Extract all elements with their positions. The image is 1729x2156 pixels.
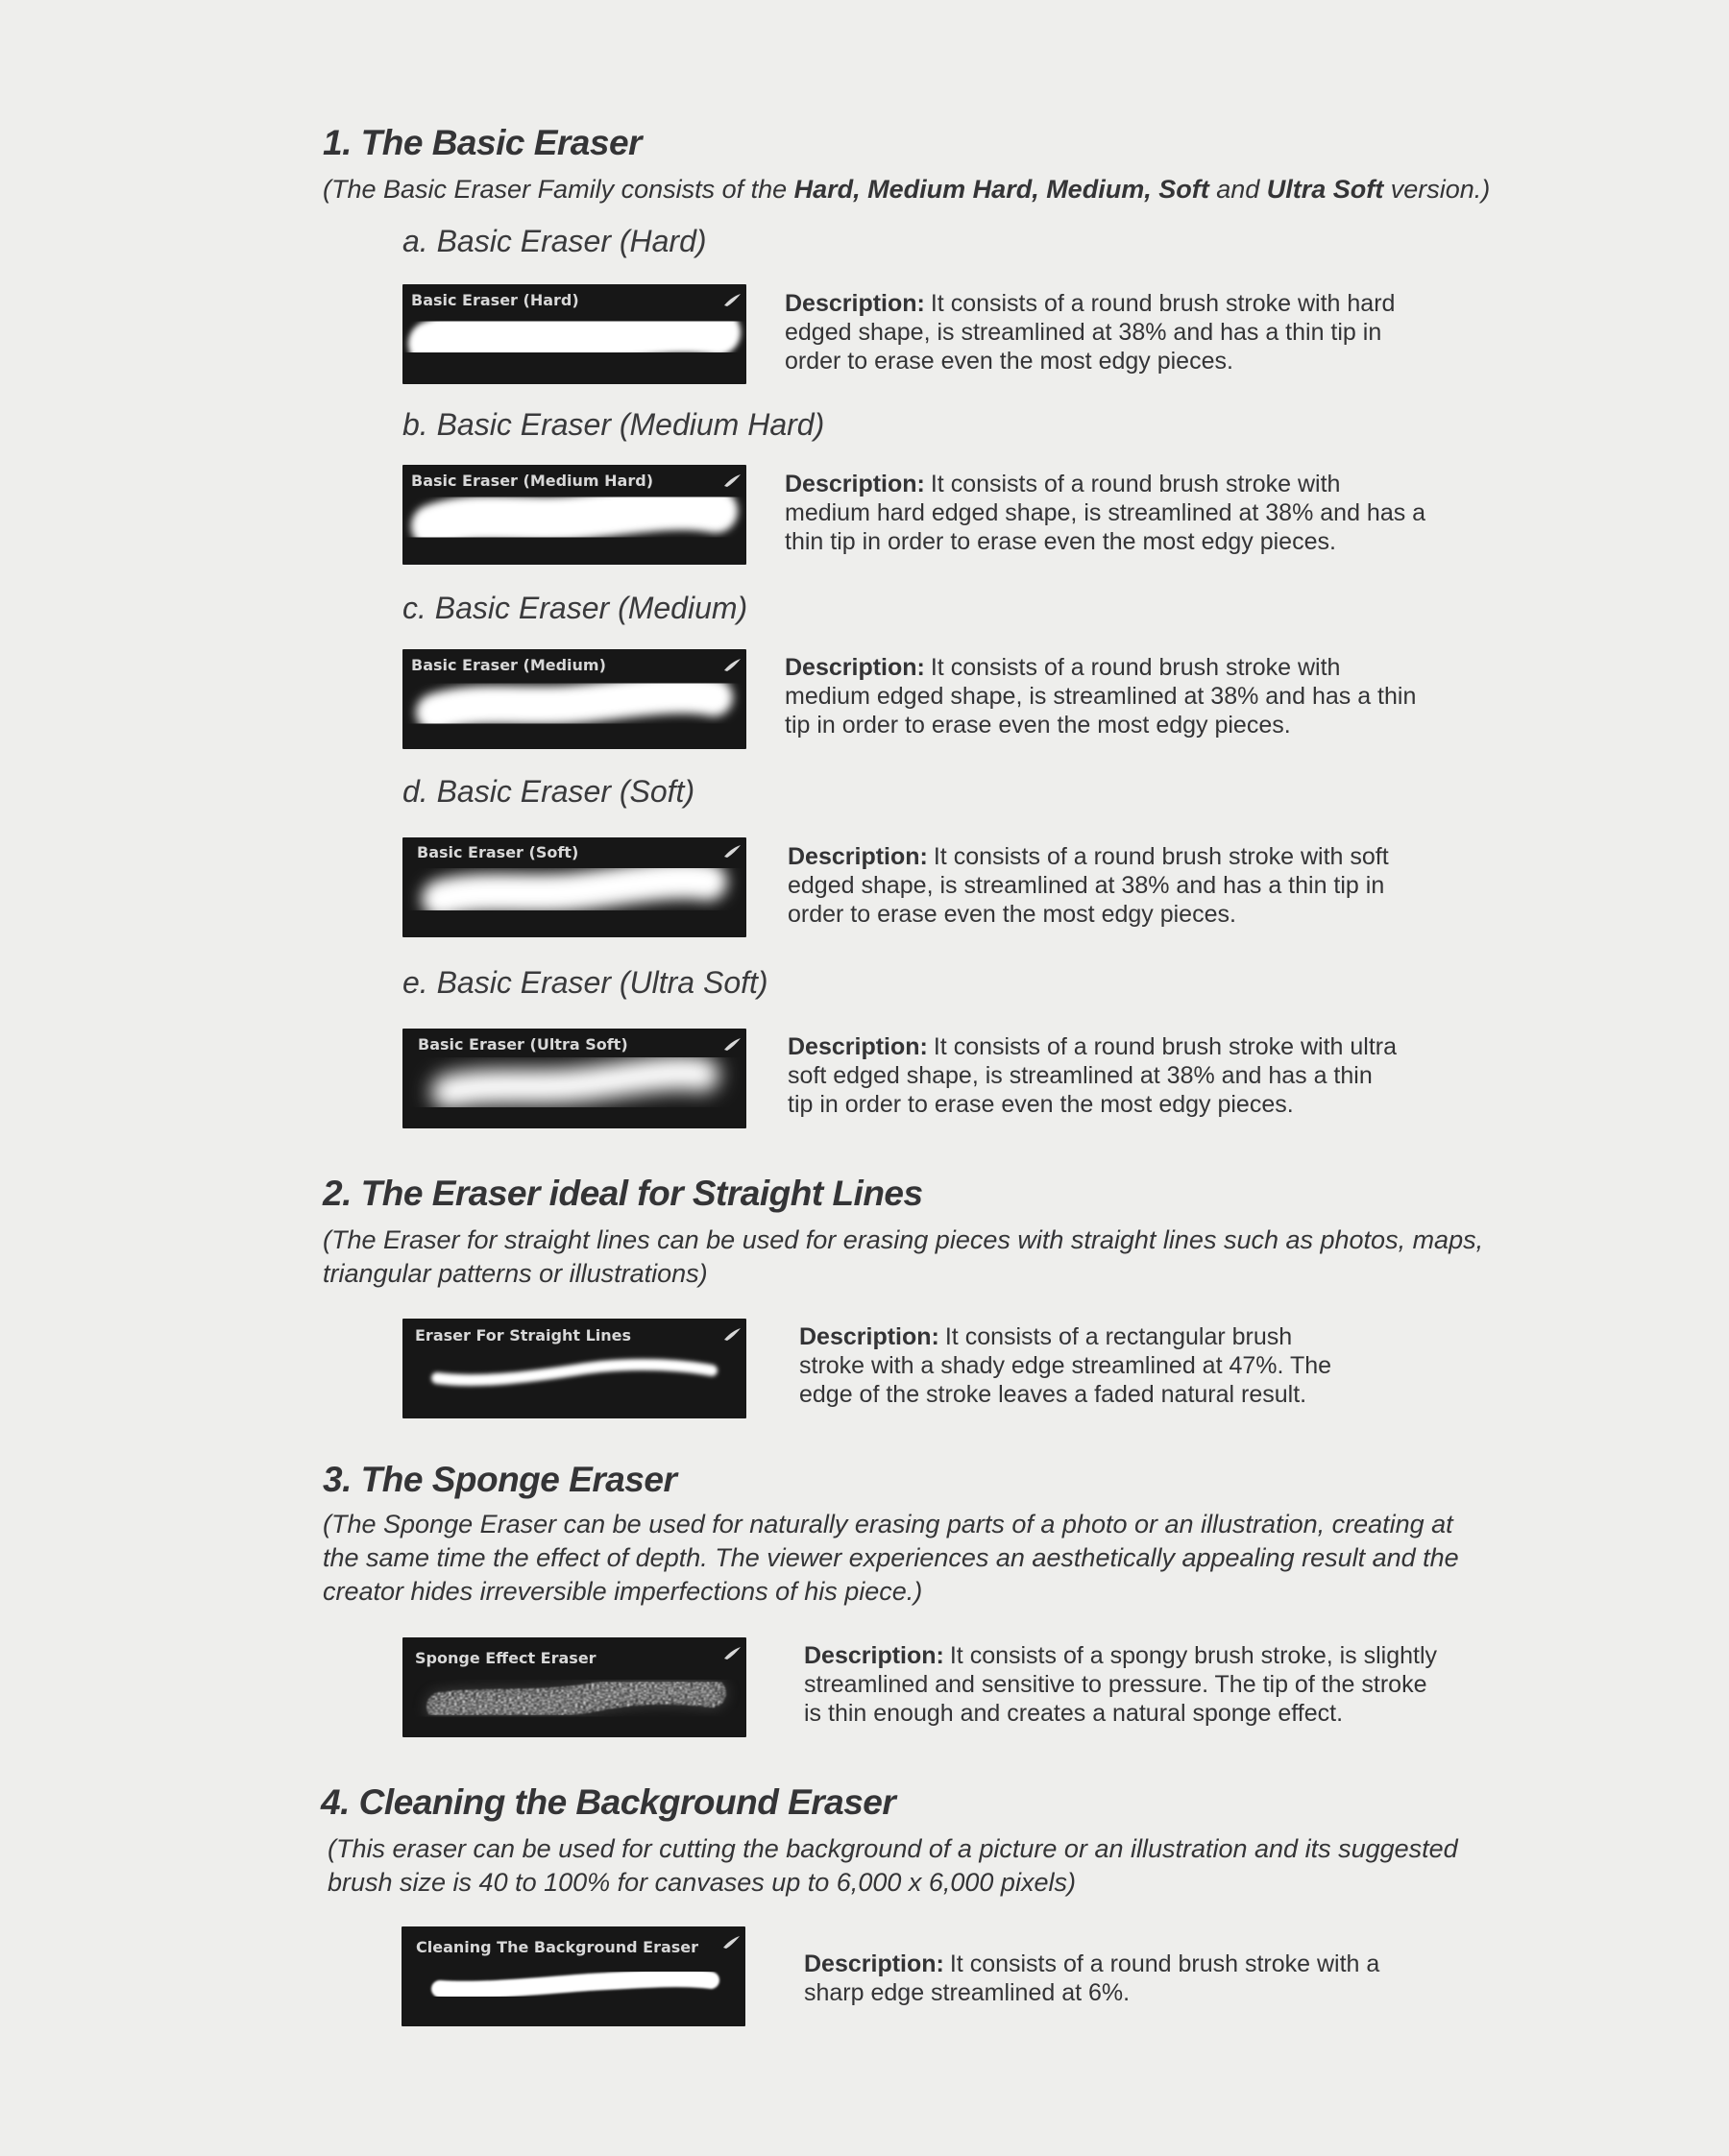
item-subtitle-hard: a. Basic Eraser (Hard) [402, 224, 707, 258]
brush-stroke [431, 329, 718, 344]
brush-tool-icon [724, 659, 741, 671]
brush-preview-hard [402, 284, 746, 384]
brush-preview-medium [402, 649, 746, 749]
brush-preview-label: Basic Eraser (Soft) [417, 843, 579, 861]
brush-tool-icon [724, 1038, 741, 1051]
section-3-intro: (The Sponge Eraser can be used for naturally erasing parts of a photo or an illustration, creating at the same time the effect of depth. The viewer experiences an aesthetically appealing result and the creator hides irreversible imperfections of his piece.) [323, 1510, 1459, 1606]
section-1-title: 1. The Basic Eraser [323, 123, 642, 162]
section-2-title: 2. The Eraser ideal for Straight Lines [323, 1174, 923, 1213]
brush-stroke [441, 1690, 712, 1707]
brush-preview-label: Sponge Effect Eraser [415, 1649, 597, 1667]
brush-tool-icon [724, 294, 741, 306]
item-subtitle-ultra-soft: e. Basic Eraser (Ultra Soft) [402, 965, 768, 1000]
brush-preview-ultra-soft [402, 1029, 746, 1128]
brush-tool-icon [724, 474, 741, 487]
brush-stroke [449, 1073, 702, 1092]
brush-preview-medium-hard [402, 465, 746, 565]
item-description-cleaning: Description: It consists of a round brush stroke with a sharp edge streamlined at 6%. [804, 1950, 1380, 2006]
brush-tool-icon [723, 1936, 740, 1949]
brush-preview-label: Basic Eraser (Medium Hard) [411, 472, 654, 490]
description-label: Description: [799, 1323, 939, 1350]
section-2-intro: (The Eraser for straight lines can be used for erasing pieces with straight lines such as photos, maps, triangular patterns or illustrations) [323, 1225, 1484, 1288]
section-4-title: 4. Cleaning the Background Eraser [321, 1782, 896, 1822]
item-description-medium-hard: Description: It consists of a round brush stroke with medium hard edged shape, is streamlined at 38% and has a thin tip in order to erase even the most edgy pieces. [785, 471, 1426, 555]
brush-preview-label: Cleaning The Background Eraser [416, 1938, 699, 1956]
description-label: Description: [788, 1033, 928, 1060]
brush-stroke [440, 1978, 711, 1990]
brush-preview-label: Basic Eraser (Ultra Soft) [418, 1035, 628, 1054]
description-label: Description: [785, 471, 925, 497]
brush-preview-straight-lines [402, 1319, 746, 1418]
description-label: Description: [785, 654, 925, 681]
item-description-straight-lines: Description: It consists of a rectangular brush stroke with a shady edge streamlined at 47%. The edge of the stroke leaves a faded natural result. [799, 1323, 1332, 1408]
description-label: Description: [804, 1950, 944, 1977]
item-subtitle-soft: d. Basic Eraser (Soft) [402, 774, 695, 809]
brush-tool-icon [724, 1647, 741, 1659]
brush-preview-label: Basic Eraser (Hard) [411, 291, 579, 309]
item-description-soft: Description: It consists of a round brush stroke with soft edged shape, is streamlined at 38% and has a thin tip in order to erase even the most edgy pieces. [788, 843, 1389, 928]
brush-preview-label: Basic Eraser (Medium) [411, 656, 606, 674]
section-3-title: 3. The Sponge Eraser [323, 1460, 677, 1499]
description-label: Description: [804, 1642, 944, 1669]
item-subtitle-medium: c. Basic Eraser (Medium) [402, 591, 748, 625]
item-description-hard: Description: It consists of a round brush stroke with hard edged shape, is streamlined at 38% and has a thin tip in order to erase even the most edgy pieces. [785, 290, 1396, 375]
item-subtitle-medium-hard: b. Basic Eraser (Medium Hard) [402, 407, 825, 442]
section-1-intro: (The Basic Eraser Family consists of the Hard, Medium Hard, Medium, Soft and Ultra Soft version.) [323, 175, 1491, 204]
section-4-intro: (This eraser can be used for cutting the background of a picture or an illustration and its suggested brush size is 40 to 100% for canvases up to 6,000 x 6,000 pixels) [328, 1834, 1458, 1897]
brush-stroke [441, 880, 708, 899]
brush-stroke [435, 694, 714, 713]
brush-tool-icon [724, 1328, 741, 1341]
brush-stroke [433, 508, 716, 526]
brush-preview-soft [402, 837, 746, 937]
item-description-ultra-soft: Description: It consists of a round brush stroke with ultra soft edged shape, is streamlined at 38% and has a thin tip in order to erase even the most edgy pieces. [788, 1033, 1398, 1118]
description-label: Description: [785, 290, 925, 317]
item-description-medium: Description: It consists of a round brush stroke with medium edged shape, is streamlined at 38% and has a thin tip in order to erase even the most edgy pieces. [785, 654, 1417, 739]
description-label: Description: [788, 843, 928, 870]
item-description-sponge: Description: It consists of a spongy brush stroke, is slightly streamlined and sensitive to pressure. The tip of the stroke is thin enough and creates a natural sponge effect. [804, 1642, 1438, 1727]
brush-tool-icon [724, 845, 741, 858]
brush-preview-cleaning [402, 1926, 745, 2026]
brush-stroke [437, 1365, 712, 1380]
brush-preview-sponge [402, 1637, 746, 1737]
brush-preview-label: Eraser For Straight Lines [415, 1326, 632, 1344]
